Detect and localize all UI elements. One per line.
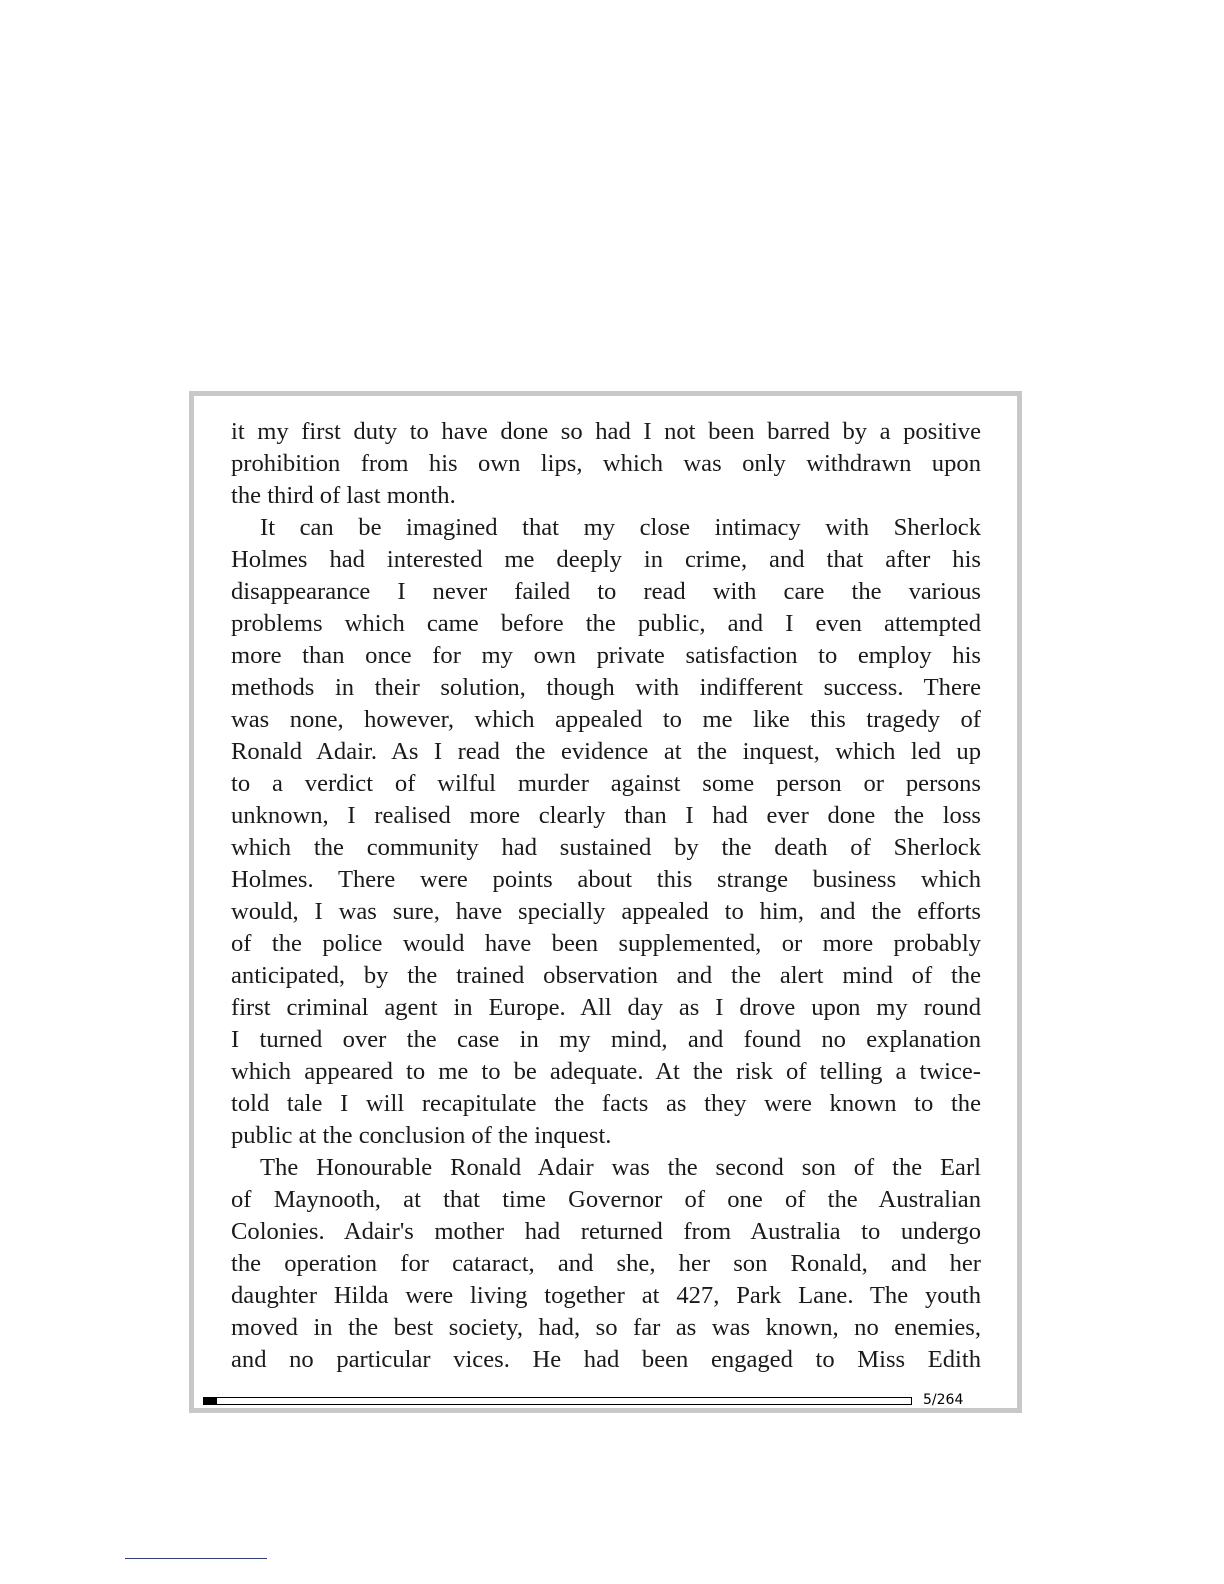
text-line: I turned over the case in my mind, and found no explanation bbox=[231, 1026, 981, 1053]
text-line: prohibition from his own lips, which was only withdrawn upon bbox=[231, 450, 981, 477]
text-line: unknown, I realised more clearly than I had ever done the loss bbox=[231, 802, 981, 829]
text-line: was none, however, which appealed to me like this tragedy of bbox=[231, 706, 981, 733]
text-line: more than once for my own private satisfaction to employ his bbox=[231, 642, 981, 669]
text-line: anticipated, by the trained observation and the alert mind of the bbox=[231, 962, 981, 989]
text-line: public at the conclusion of the inquest. bbox=[231, 1122, 612, 1149]
text-line: disappearance I never failed to read with care the various bbox=[231, 578, 981, 605]
text-line: problems which came before the public, and I even attempted bbox=[231, 610, 981, 637]
text-line: The Honourable Ronald Adair was the second son of the Earl bbox=[260, 1154, 981, 1181]
text-line: of the police would have been supplemented, or more probably bbox=[231, 930, 981, 957]
text-line: which appeared to me to be adequate. At the risk of telling a twice- bbox=[231, 1058, 981, 1085]
reader-page-frame[interactable] bbox=[189, 391, 1022, 1413]
reading-progress-bar[interactable] bbox=[203, 1397, 912, 1405]
text-line: methods in their solution, though with indifferent success. There bbox=[231, 674, 981, 701]
text-line: the operation for cataract, and she, her son Ronald, and her bbox=[231, 1250, 981, 1277]
text-line: to a verdict of wilful murder against some person or persons bbox=[231, 770, 981, 797]
page-counter: 5/264 bbox=[923, 1392, 964, 1408]
text-line: Holmes had interested me deeply in crime, and that after his bbox=[231, 546, 981, 573]
bottom-divider bbox=[125, 1558, 267, 1559]
text-line: Holmes. There were points about this strange business which bbox=[231, 866, 981, 893]
page-text bbox=[231, 416, 981, 1376]
text-line: first criminal agent in Europe. All day as I drove upon my round bbox=[231, 994, 981, 1021]
reading-progress-fill bbox=[204, 1398, 217, 1404]
text-line: daughter Hilda were living together at 427, Park Lane. The youth bbox=[231, 1282, 981, 1309]
text-line: Colonies. Adair's mother had returned from Australia to undergo bbox=[231, 1218, 981, 1245]
text-line: It can be imagined that my close intimacy with Sherlock bbox=[260, 514, 981, 541]
text-line: moved in the best society, had, so far as was known, no enemies, bbox=[231, 1314, 981, 1341]
text-line: told tale I will recapitulate the facts as they were known to the bbox=[231, 1090, 981, 1117]
text-line: Ronald Adair. As I read the evidence at the inquest, which led up bbox=[231, 738, 981, 765]
text-line: it my first duty to have done so had I not been barred by a positive bbox=[231, 418, 981, 445]
text-line: the third of last month. bbox=[231, 482, 456, 509]
text-line: of Maynooth, at that time Governor of one of the Australian bbox=[231, 1186, 981, 1213]
text-line: would, I was sure, have specially appealed to him, and the efforts bbox=[231, 898, 981, 925]
text-line: and no particular vices. He had been engaged to Miss Edith bbox=[231, 1346, 981, 1373]
text-line: which the community had sustained by the death of Sherlock bbox=[231, 834, 981, 861]
